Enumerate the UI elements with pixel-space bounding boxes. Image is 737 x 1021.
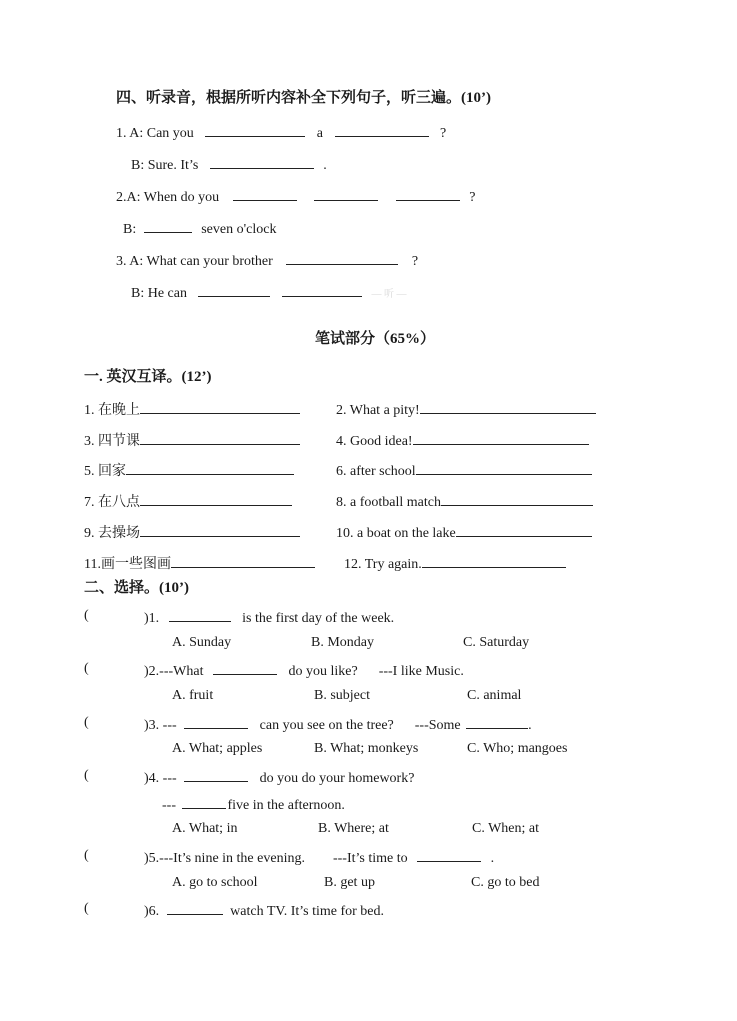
question-pre-text: ---What xyxy=(159,664,204,679)
q1a-text: 1. A: Can you xyxy=(116,126,194,141)
answer-blank[interactable] xyxy=(167,900,223,915)
listening-q3a xyxy=(116,250,418,271)
choice-question xyxy=(144,660,464,681)
choice-section-title: 二、选择。(10’) xyxy=(84,580,189,596)
listening-q2b xyxy=(123,218,276,239)
translate-section-title: 一. 英汉互译。(12’) xyxy=(84,369,212,385)
translate-label: 1. 在晚上 xyxy=(84,403,140,418)
translate-label: 7. 在八点 xyxy=(84,495,140,510)
listening-q1a xyxy=(116,122,446,143)
option-a[interactable]: A. Sunday xyxy=(172,635,232,650)
choice-question xyxy=(144,847,494,868)
question-end-text: . xyxy=(528,718,532,733)
translate-label: 2. What a pity! xyxy=(336,403,420,418)
choice-question xyxy=(144,900,384,921)
question-pre-text: --- xyxy=(162,718,177,733)
question-number: )3. xyxy=(144,718,160,733)
option-c[interactable]: C. Who; mangoes xyxy=(467,741,568,756)
answer-blank[interactable] xyxy=(184,714,248,729)
translate-item xyxy=(84,522,300,543)
answer-blank[interactable] xyxy=(396,186,460,201)
question-number: )2. xyxy=(144,664,160,679)
translate-label: 12. Try again. xyxy=(344,557,422,572)
answer-paren[interactable]: ( xyxy=(84,901,89,916)
option-b[interactable]: B. Where; at xyxy=(318,821,389,836)
option-a[interactable]: A. fruit xyxy=(172,688,214,703)
answer-blank[interactable] xyxy=(413,430,589,445)
question-pre-text: --- xyxy=(162,798,176,813)
translate-label: 6. after school xyxy=(336,464,416,479)
option-b[interactable]: B. subject xyxy=(314,688,370,703)
option-c[interactable]: C. Saturday xyxy=(463,635,530,650)
answer-blank[interactable] xyxy=(416,460,592,475)
q3a-text: 3. A: What can your brother xyxy=(116,254,273,269)
answer-blank[interactable] xyxy=(205,122,305,137)
answer-blank[interactable] xyxy=(314,186,378,201)
question-text: can you see on the tree? ---Some xyxy=(259,718,461,733)
option-b[interactable]: B. Monday xyxy=(311,635,374,650)
listening-q1b xyxy=(131,154,327,175)
translate-item xyxy=(336,522,592,543)
listening-q2a xyxy=(116,186,475,207)
option-c[interactable]: C. go to bed xyxy=(471,875,540,890)
q1a-end-text: ? xyxy=(440,126,447,141)
answer-blank[interactable] xyxy=(441,491,593,506)
answer-blank[interactable] xyxy=(466,714,528,729)
answer-blank[interactable] xyxy=(210,154,314,169)
translate-item xyxy=(84,399,300,420)
option-a[interactable]: A. What; in xyxy=(172,821,238,836)
question-pre-text: --- xyxy=(162,771,177,786)
translate-item xyxy=(336,491,593,512)
translate-label: 10. a boat on the lake xyxy=(336,526,456,541)
faint-watermark-text: — 听 — xyxy=(371,289,407,300)
listening-q3b xyxy=(131,282,406,304)
question-text: five in the afternoon. xyxy=(227,798,345,813)
answer-blank[interactable] xyxy=(140,522,300,537)
answer-blank[interactable] xyxy=(233,186,297,201)
translate-label: 4. Good idea! xyxy=(336,434,413,449)
question-text: do you like? ---I like Music. xyxy=(288,664,464,679)
answer-blank[interactable] xyxy=(422,553,566,568)
answer-blank[interactable] xyxy=(140,399,300,414)
option-b[interactable]: B. What; monkeys xyxy=(314,741,419,756)
translate-item xyxy=(84,430,300,451)
answer-blank[interactable] xyxy=(286,250,398,265)
option-b[interactable]: B. get up xyxy=(324,875,375,890)
translate-item xyxy=(336,399,596,420)
answer-blank[interactable] xyxy=(140,430,300,445)
translate-item xyxy=(336,430,589,451)
question-number: )4. xyxy=(144,771,160,786)
answer-blank[interactable] xyxy=(335,122,429,137)
question-text: is the first day of the week. xyxy=(242,611,395,626)
question-text: watch TV. It’s time for bed. xyxy=(230,904,385,919)
q1b-end-text: . xyxy=(323,158,327,173)
option-a[interactable]: A. What; apples xyxy=(172,741,263,756)
answer-blank[interactable] xyxy=(198,282,270,297)
answer-blank[interactable] xyxy=(213,660,277,675)
question-text: do you do your homework? xyxy=(259,771,415,786)
answer-blank[interactable] xyxy=(126,460,294,475)
choice-question-line2 xyxy=(162,794,345,815)
answer-blank[interactable] xyxy=(182,794,226,809)
q3b-text: B: He can xyxy=(131,286,187,301)
choice-question xyxy=(144,607,394,628)
translate-item xyxy=(84,553,315,574)
option-c[interactable]: C. When; at xyxy=(472,821,540,836)
option-c[interactable]: C. animal xyxy=(467,688,522,703)
listening-section-title: 四、听录音，根据所听内容补全下列句子，听三遍。(10’) xyxy=(116,90,491,106)
translate-item xyxy=(336,460,592,481)
translate-label: 5. 回家 xyxy=(84,464,126,479)
answer-paren[interactable]: ( xyxy=(84,715,89,730)
answer-blank[interactable] xyxy=(171,553,315,568)
q2a-end-text: ? xyxy=(469,190,476,205)
answer-blank[interactable] xyxy=(140,491,292,506)
question-number: )5. xyxy=(144,851,160,866)
translate-label: 3. 四节课 xyxy=(84,434,140,449)
translate-item xyxy=(84,460,294,481)
q2b-post-text: seven o'clock xyxy=(201,222,277,237)
question-end-text: . xyxy=(490,851,495,866)
q2b-text: B: xyxy=(123,222,137,237)
translate-item xyxy=(344,553,566,574)
answer-paren[interactable]: ( xyxy=(84,768,89,783)
answer-blank[interactable] xyxy=(456,522,592,537)
translate-label: 9. 去操场 xyxy=(84,526,140,541)
q2a-text: 2.A: When do you xyxy=(116,190,220,205)
answer-paren[interactable]: ( xyxy=(84,661,89,676)
answer-blank[interactable] xyxy=(184,767,248,782)
translate-label: 11.画一些图画 xyxy=(84,557,171,572)
answer-blank[interactable] xyxy=(420,399,596,414)
answer-blank[interactable] xyxy=(417,847,481,862)
option-a[interactable]: A. go to school xyxy=(172,875,258,890)
question-number: )1. xyxy=(144,611,160,626)
q1a-mid-text: a xyxy=(316,126,323,141)
answer-blank[interactable] xyxy=(169,607,231,622)
choice-question xyxy=(144,714,532,735)
choice-question xyxy=(144,767,414,788)
translate-label: 8. a football match xyxy=(336,495,441,510)
q3a-end-text: ? xyxy=(411,254,419,269)
question-pre-text: ---It’s nine in the evening. ---It’s time to xyxy=(159,851,408,866)
answer-blank[interactable] xyxy=(144,218,192,233)
answer-blank[interactable] xyxy=(282,282,362,297)
translate-item xyxy=(84,491,292,512)
written-part-title: 笔试部分（65%） xyxy=(315,331,436,347)
q1b-text: B: Sure. It’s xyxy=(131,158,199,173)
answer-paren[interactable]: ( xyxy=(84,608,89,623)
question-number: )6. xyxy=(144,904,160,919)
answer-paren[interactable]: ( xyxy=(84,848,89,863)
